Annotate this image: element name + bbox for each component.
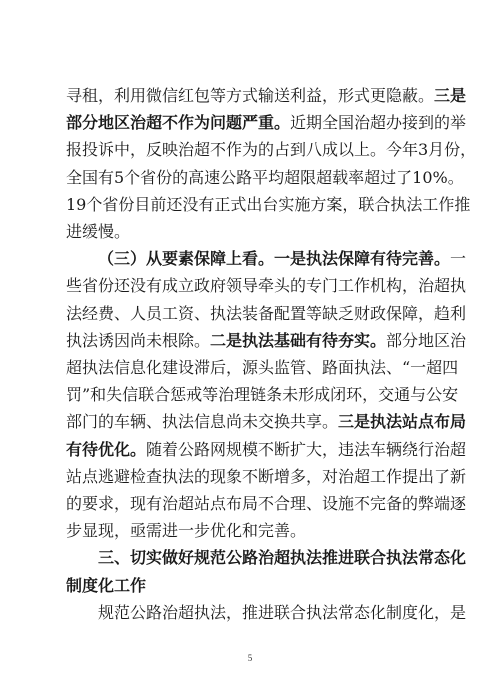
text-line <box>66 438 467 462</box>
text-segment: 部分地区治 <box>386 330 467 350</box>
text-segment: 报投诉中，反映治超不作为的占到八成以上。今年3月份， <box>66 140 477 160</box>
bold-phrase: 二是执法基础有待夯实。 <box>210 330 387 350</box>
page-number: 5 <box>247 653 253 663</box>
text-line <box>66 329 467 353</box>
text-line <box>66 302 467 326</box>
text-line <box>66 410 467 434</box>
text-segment: 随着公路网规模不断扩大，违法车辆绕行治超 <box>146 439 467 459</box>
text-line <box>98 601 467 625</box>
text-line <box>66 383 459 407</box>
text-segment: 19个省份目前还没有正式出台实施方案，联合执法工作推 <box>66 194 471 214</box>
text-line <box>66 465 467 489</box>
text-line <box>66 193 471 217</box>
text-line <box>66 492 467 516</box>
bold-phrase: （三）从要素保障上看。 <box>98 249 275 269</box>
text-line <box>66 356 459 380</box>
section-heading-line <box>66 574 440 598</box>
text-segment: 执法诱因尚未根除。 <box>66 330 211 350</box>
text-segment: 法经费、人员工资、执法装备配置等缺乏财政保障，趋利 <box>66 303 467 323</box>
section-heading-line <box>98 546 467 570</box>
bold-phrase: 三是执法站点布局 <box>338 412 467 432</box>
text-line <box>66 111 467 135</box>
text-segment: 进缓慢。 <box>66 222 131 241</box>
text-line <box>98 247 467 271</box>
bold-phrase: 一是执法保障有待完善。 <box>274 249 451 269</box>
bold-phrase: 三是 <box>434 86 467 105</box>
text-segment: 全国有5个省份的高速公路平均超限超载率超过了10%。 <box>66 167 464 187</box>
text-segment: 步显现，亟需进一步优化和完善。 <box>66 521 307 541</box>
text-line <box>66 519 440 543</box>
text-segment: 近期全国治超办接到的举 <box>290 113 467 133</box>
text-line <box>66 220 440 244</box>
bold-phrase: 部分地区治超不作为问题严重。 <box>66 113 291 133</box>
text-segment: 三、切实做好规范公路治超执法推进联合执法常态化 <box>98 548 467 568</box>
text-segment: 制度化工作 <box>66 575 147 595</box>
text-segment: 规范公路治超执法，推进联合执法常态化制度化，是 <box>98 602 467 622</box>
text-line <box>66 274 467 298</box>
text-segment: 罚”和失信联合惩戒等治理链条未形成闭环，交通与公安 <box>66 385 459 405</box>
text-segment: 超执法信息化建设滞后，源头监管、路面执法、“一超四 <box>66 358 459 377</box>
text-line <box>66 138 477 162</box>
text-segment: 部门的车辆、执法信息尚未交换共享。 <box>66 412 339 432</box>
text-segment: 一 <box>450 249 467 269</box>
bold-phrase: 有待优化。 <box>66 439 147 459</box>
text-line <box>66 166 464 190</box>
text-segment: 的要求，现有治超站点布局不合理、设施不完备的弊端逐 <box>66 494 467 513</box>
text-segment: 些省份还没有成立政府领导牵头的专门工作机构，治超执 <box>66 276 467 296</box>
text-segment: 寻租，利用微信红包等方式输送利益，形式更隐蔽。 <box>66 86 435 105</box>
text-segment: 站点逃避检查执法的现象不断增多，对治超工作提出了新 <box>66 466 467 486</box>
text-line <box>66 84 467 108</box>
